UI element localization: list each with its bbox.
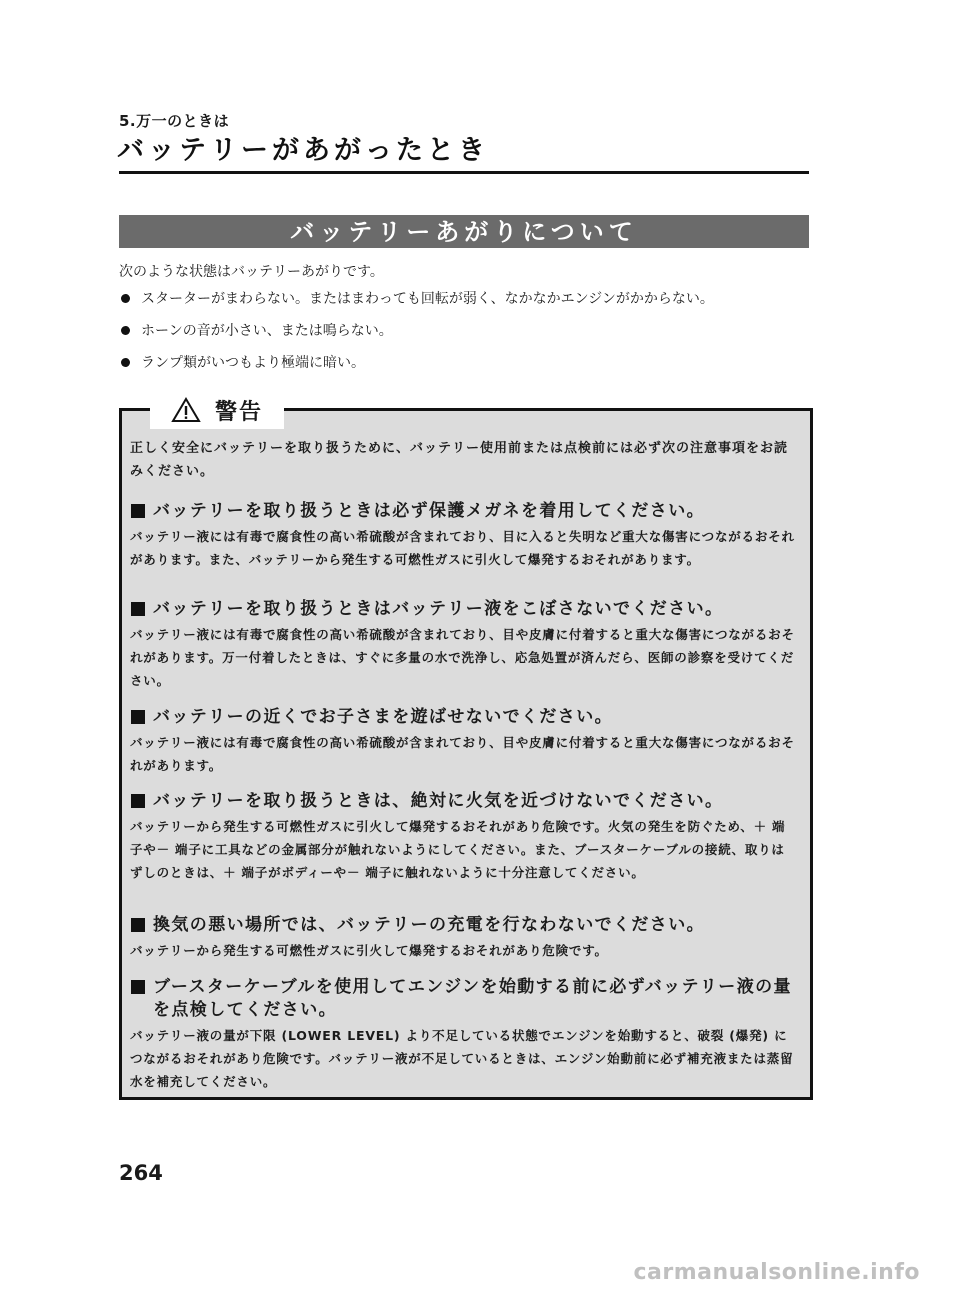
warning-item-body: バッテリー液には有毒で腐食性の高い希硫酸が含まれており、目や皮膚に付着すると重大な傷害につながるおそれがあります。	[130, 735, 795, 773]
list-item	[119, 354, 714, 386]
warning-item	[130, 976, 798, 1093]
title-divider	[119, 171, 809, 174]
warning-item-body: バッテリー液の量が下限 (LOWER LEVEL) より不足している状態でエンジンを始動すると、破裂 (爆発) につながるおそれがあり危険です。バッテリー液が不足しているときは、エンジン始動前に必ず補充液または蒸留水を補充してください。	[130, 1028, 794, 1089]
warning-triangle-icon	[171, 397, 201, 423]
intro-text: 次のような状態はバッテリーあがりです。	[119, 264, 384, 280]
watermark: carmanualsonline.info	[633, 1260, 920, 1285]
section-label: 5.万一のときは	[119, 112, 230, 130]
warning-item-body: バッテリー液には有毒で腐食性の高い希硫酸が含まれており、目に入ると失明など重大な傷害につながるおそれがあります。また、バッテリーから発生する可燃性ガスに引火して爆発するおそれがあります。	[130, 529, 795, 567]
bullet-icon	[121, 326, 130, 335]
warning-title: 警告	[214, 399, 263, 425]
square-bullet-icon	[131, 980, 145, 994]
warning-item-body: バッテリー液には有毒で腐食性の高い希硫酸が含まれており、目や皮膚に付着すると重大な傷害につながるおそれがあります。万一付着したときは、すぐに多量の水で洗浄し、応急処置が済んだら、医師の診察を受けてください。	[130, 627, 795, 688]
warning-item-heading: 換気の悪い場所では、バッテリーの充電を行なわないでください。	[153, 915, 705, 935]
warning-item-heading: バッテリーを取り扱うときは必ず保護メガネを着用してください。	[153, 501, 705, 521]
warning-item	[130, 706, 798, 777]
warning-lead: 正しく安全にバッテリーを取り扱うために、バッテリー使用前または点検前には必ず次の注意事項をお読みください。	[130, 441, 789, 479]
square-bullet-icon	[131, 794, 145, 808]
warning-header	[150, 391, 284, 429]
warning-item-heading: ブースターケーブルを使用してエンジンを始動する前に必ずバッテリー液の量を点検してください。	[153, 977, 792, 1020]
list-item	[119, 290, 714, 322]
square-bullet-icon	[131, 710, 145, 724]
warning-item-heading: バッテリーの近くでお子さまを遊ばせないでください。	[153, 707, 613, 727]
list-item-text: ホーンの音が小さい、または鳴らない。	[141, 323, 393, 339]
list-item-text: ランプ類がいつもより極端に暗い。	[141, 355, 365, 371]
square-bullet-icon	[131, 918, 145, 932]
list-item	[119, 322, 714, 354]
bullet-icon	[121, 294, 130, 303]
square-bullet-icon	[131, 504, 145, 518]
list-item-text: スターターがまわらない。またはまわっても回転が弱く、なかなかエンジンがかからない。	[141, 291, 714, 307]
warning-item	[130, 500, 798, 571]
symptom-list	[119, 290, 714, 386]
warning-item-body: バッテリーから発生する可燃性ガスに引火して爆発するおそれがあり危険です。火気の発生を防ぐため、＋ 端子や－ 端子に工具などの金属部分が触れないようにしてください。また、ブースターケーブルの接続、取りはずしのときは、＋ 端子がボディーや－ 端子に触れないように十分注意してください。	[130, 819, 786, 880]
warning-item	[130, 914, 798, 962]
bullet-icon	[121, 358, 130, 367]
warning-item-body: バッテリーから発生する可燃性ガスに引火して爆発するおそれがあり危険です。	[130, 943, 608, 958]
page-title: バッテリーがあがったとき	[117, 135, 489, 166]
section-banner: バッテリーあがりについて	[119, 215, 809, 248]
warning-item-heading: バッテリーを取り扱うときはバッテリー液をこぼさないでください。	[153, 599, 724, 619]
page-number: 264	[119, 1161, 163, 1185]
warning-item	[130, 790, 798, 884]
warning-item	[130, 598, 798, 692]
square-bullet-icon	[131, 602, 145, 616]
warning-item-heading: バッテリーを取り扱うときは、絶対に火気を近づけないでください。	[153, 791, 724, 811]
